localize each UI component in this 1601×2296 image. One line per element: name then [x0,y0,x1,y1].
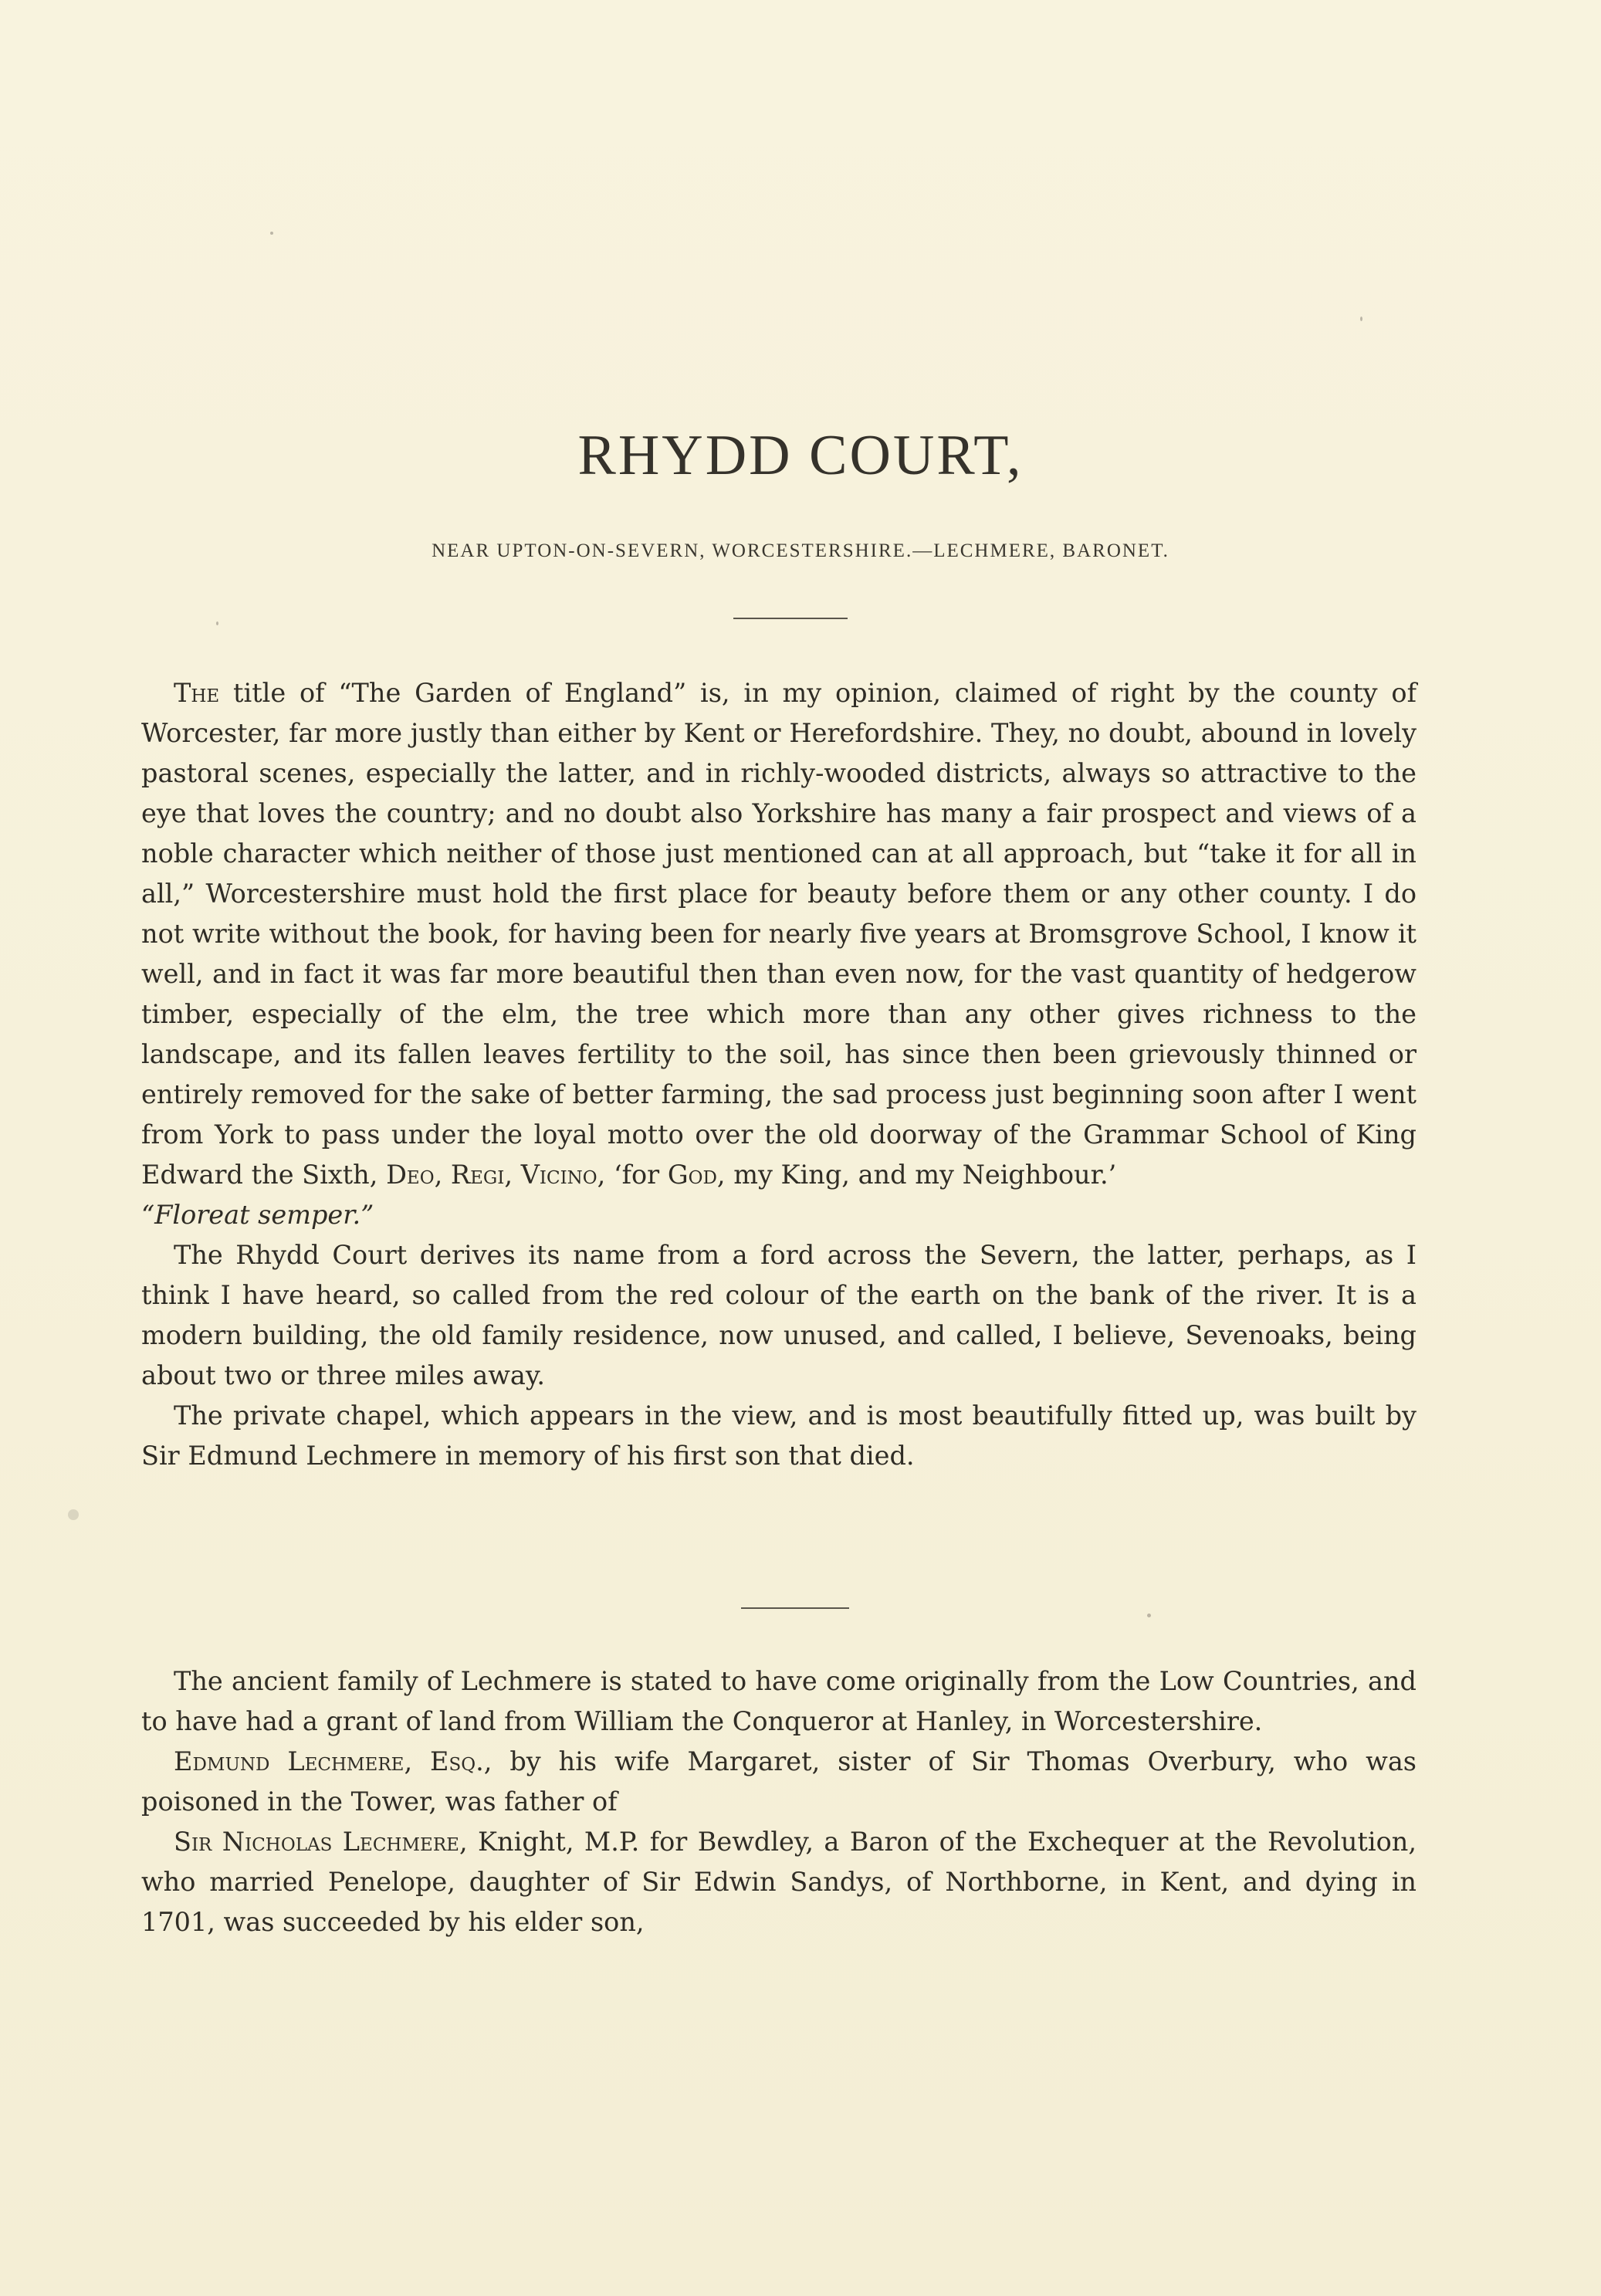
paper-speck [216,621,218,625]
motto-separator: , [434,1160,451,1190]
paragraph-quote [141,1195,1417,1235]
page-subtitle: NEAR UPTON-ON-SEVERN, WORCESTERSHIRE.—LECHMERE, BARONET. [432,540,1169,561]
paragraph-text: , by his wife Margaret, sister of Sir Thomas Overbury, who was poisoned in the Tower, was father of [141,1746,1417,1817]
motto-translation: , ‘for [597,1160,668,1190]
drop-lead: The [174,678,220,708]
motto-separator: , [504,1160,521,1190]
paragraph-text: , Knight, M.P. for Bewdley, a Baron of the Exchequer at the Revolution, who married Penelope, daughter of Sir Edwin Sandys, of Northborne, in Kent, and dying in 1701, was succeeded by his elder son, [141,1827,1417,1937]
motto-god: God [667,1160,717,1190]
paragraph: The ancient family of Lechmere is stated to have come originally from the Low Countries, and to have had a grant of land from William the Conqueror at Hanley, in Worcestershire. [141,1666,1417,1736]
paragraph [141,673,1417,1195]
person-name: Sir Nicholas Lechmere [174,1827,459,1857]
motto-word: Vicino [520,1160,597,1190]
motto-word: Regi [450,1160,505,1190]
motto-word: Deo [386,1160,435,1190]
paragraph: The Rhydd Court derives its name from a ford across the Severn, the latter, perhaps, as I think I have heard, so called from the red colour of the earth on the bank of the river. It is a modern building, the old family residence, now unused, and called, I believe, Sevenoaks, being about two or three miles away. [141,1240,1417,1390]
page-title: RHYDD COURT, [577,424,1024,487]
section-divider [733,618,848,619]
paper-speck [1147,1614,1151,1617]
paragraph [141,1822,1417,1942]
paragraph [141,1742,1417,1822]
section-history [141,673,1417,1476]
motto-translation-end: , my King, and my Neighbour.’ [716,1160,1117,1190]
person-name: Edmund Lechmere, Esq. [174,1746,484,1776]
section-divider [741,1607,849,1609]
paragraph: The private chapel, which appears in the view, and is most beautifully fitted up, was built by Sir Edmund Lechmere in memory of his first son that died. [141,1400,1417,1471]
paragraph-text: title of “The Garden of England” is, in my opinion, claimed of right by the county of Worcester, far more justly than either by Kent or Herefordshire. They, no doubt, abound in lovely pastoral scenes, especially the latter, and in richly-wooded districts, always so attractive to the eye that loves the country; and no doubt also Yorkshire has many a fair prospect and views of a noble character which neither of those just mentioned can at all approach, but “take it for all in all,” Worcestershire must hold the first place for beauty before them or any other county. I do not write without the book, for having been for nearly five years at Bromsgrove School, I know it well, and in fact it was far more beautiful then than even now, for the vast quantity of hedgerow timber, especially of the elm, the tree which more than any other gives richness to the landscape, and its fallen leaves fertility to the soil, has since then been grievously thinned or entirely removed for the sake of better farming, the sad process just beginning soon after I went from York to pass under the loyal motto over the old doorway of the Grammar School of King Edward the Sixth, [141,678,1417,1190]
section-genealogy [141,1661,1417,1942]
paper-speck [1360,317,1362,321]
paper-speck [68,1509,79,1520]
latin-quote: “Floreat semper.” [141,1200,374,1230]
paper-speck [270,232,273,235]
